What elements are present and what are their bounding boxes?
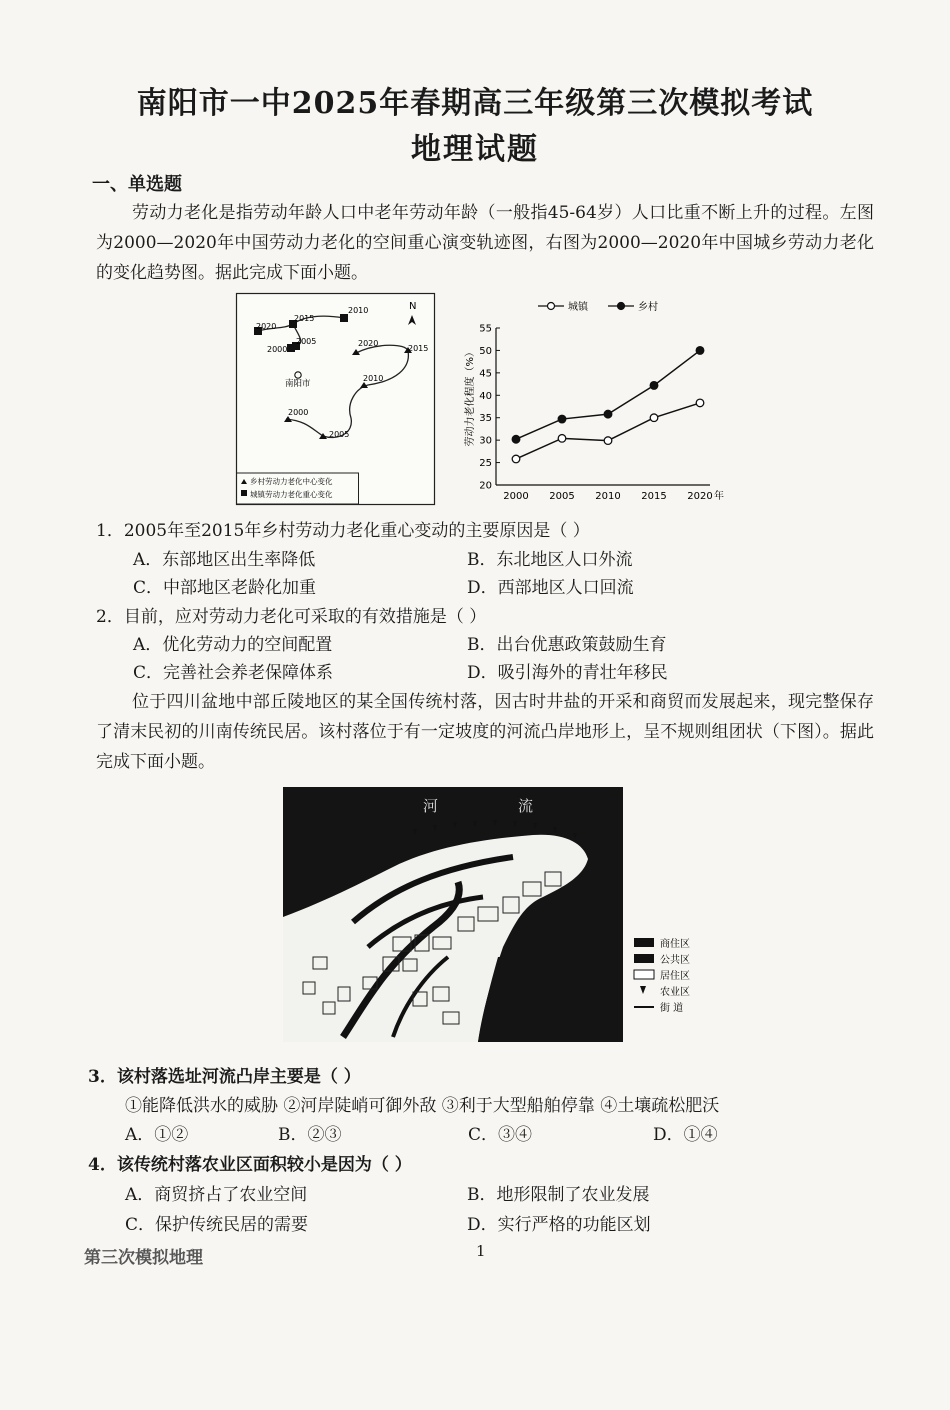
urban-label-2010: 2010 [348,306,369,315]
y-tick-label: 25 [479,458,492,470]
question-2-stem: 2．目前，应对劳动力老化可采取的有效措施是（ ） [96,607,487,627]
city-label: 南阳市 [285,379,311,389]
urban-label-2015: 2015 [294,314,315,323]
question-4-stem: 4．该传统村落农业区面积较小是因为（ ） [88,1155,412,1175]
q3-option-c[interactable]: C．③④ [468,1125,533,1145]
x-tick-label: 2015 [641,491,667,502]
exam-subtitle: 地理试题 [411,132,539,167]
farmland-icon [640,986,646,994]
rural-label-2010: 2010 [363,374,384,383]
q4-option-c[interactable]: C．保护传统民居的需要 [125,1215,309,1235]
y-tick-label: 30 [479,435,492,447]
q3-option-b[interactable]: B．②③ [278,1125,342,1145]
passage-2: 位于四川盆地中部丘陵地区的某全国传统村落，因古时井盐的开采和商贸而发展起来，现完整保存了清末民初的川南传统民居。该村落位于有一定坡度的河流凸岸地形上，呈不规则组团状（下图）。据此完成下面小题。 [96,692,874,772]
north-label: N [409,301,417,312]
legend-commercial-swatch [634,938,654,947]
legend-street: 街 道 [660,1003,684,1014]
data-point [558,415,566,423]
q3-statements: ①能降低洪水的威胁 ②河岸陡峭可御外敌 ③利于大型船舶停靠 ④土壤疏松肥沃 [125,1096,720,1116]
map1-content [236,293,466,505]
y-axis-label: 劳动力老化程度（%） [465,346,476,447]
x-tick-label: 2020 [687,491,713,502]
q3-option-d[interactable]: D．①④ [653,1125,718,1145]
legend-label-0: 城镇 [568,302,588,313]
river-label-1: 河 [423,797,439,815]
section-heading: 一、单选题 [92,174,182,195]
y-tick-label: 45 [479,368,492,380]
x-axis-label: 年 [714,491,724,502]
data-point [512,435,520,443]
legend-commercial: 商住区 [660,939,690,950]
series-line-1 [516,350,700,439]
legend-marker-0 [548,303,555,310]
q4-option-a[interactable]: A．商贸挤占了农业空间 [125,1185,308,1205]
y-tick-label: 55 [479,323,492,335]
data-point [604,437,612,445]
y-tick-label: 35 [479,413,492,425]
data-point [650,414,658,422]
rural-label-2020: 2020 [358,339,379,348]
legend-urban: 城镇劳动力老化重心变化 [250,490,333,499]
data-point [696,399,704,407]
q1-option-a[interactable]: A．东部地区出生率降低 [133,550,316,570]
q4-option-b[interactable]: B．地形限制了农业发展 [467,1185,650,1205]
aging-trend-chart [460,293,730,508]
x-tick-label: 2010 [595,491,621,502]
urban-point [340,314,348,322]
legend-marker-1 [618,303,625,310]
q2-option-d[interactable]: D．吸引海外的青壮年移民 [467,663,668,683]
y-tick-label: 50 [479,345,492,357]
question-3-stem: 3．该村落选址河流凸岸主要是（ ） [88,1067,361,1087]
q2-option-b[interactable]: B．出台优惠政策鼓励生育 [467,635,667,655]
page-number: 1 [476,1242,486,1260]
data-point [650,382,658,390]
urban-point [287,344,295,352]
village-map-legend [632,935,712,1020]
q2-option-c[interactable]: C．完善社会养老保障体系 [133,663,334,683]
data-point [696,347,704,355]
q1-option-d[interactable]: D．西部地区人口回流 [467,578,634,598]
data-point [512,455,520,463]
x-tick-label: 2005 [549,491,575,502]
legend-agriculture: 农业区 [660,987,690,998]
data-point [558,435,566,443]
footer-label: 第三次模拟地理 [84,1248,203,1268]
q1-option-b[interactable]: B．东北地区人口外流 [467,550,633,570]
river-label-2: 流 [518,797,534,815]
exam-title: 南阳市一中2025年春期高三年级第三次模拟考试 [136,86,814,121]
rural-label-2015: 2015 [408,344,429,353]
legend-residential: 居住区 [660,971,690,982]
q4-option-d[interactable]: D．实行严格的功能区划 [467,1215,651,1235]
urban-label-2000: 2000 [267,345,288,354]
legend-public: 公共区 [660,955,690,966]
q2-option-a[interactable]: A．优化劳动力的空间配置 [133,635,333,655]
legend-square-icon [241,490,247,496]
village-map [283,787,623,1042]
x-tick-label: 2000 [503,491,529,502]
q3-option-a[interactable]: A．①② [125,1125,189,1145]
rural-label-2000: 2000 [288,408,309,417]
urban-label-2020: 2020 [256,322,277,331]
data-point [604,410,612,418]
rural-label-2005: 2005 [329,430,350,439]
legend-label-1: 乡村 [638,302,658,313]
y-tick-label: 20 [479,480,492,492]
y-tick-label: 40 [479,390,492,402]
q1-option-c[interactable]: C．中部地区老龄化加重 [133,578,317,598]
question-1-stem: 1．2005年至2015年乡村劳动力老化重心变动的主要原因是（ ） [96,521,590,541]
passage-1: 劳动力老化是指劳动年龄人口中老年劳动年龄（一般指45-64岁）人口比重不断上升的过程。左图为2000—2020年中国劳动力老化的空间重心演变轨迹图，右图为2000—2020年中国城乡劳动力老化的变化趋势图。据此完成下面小题。 [96,203,874,283]
legend-public-swatch [634,954,654,963]
legend-residential-swatch [634,970,654,979]
legend-rural: 乡村劳动力老化中心变化 [250,477,333,486]
urban-label-2005: 2005 [296,337,317,346]
